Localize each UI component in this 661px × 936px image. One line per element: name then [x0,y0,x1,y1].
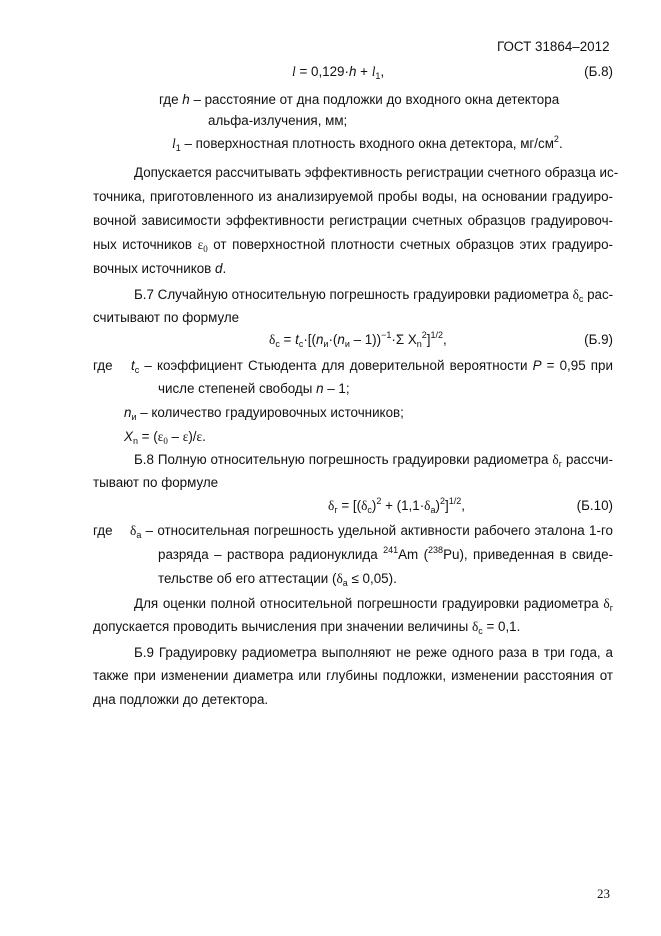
where-label-b9: где [93,358,113,373]
para1-line3: вочной зависимости эффективности регистрации счетных образцов градуировоч- [93,213,613,228]
where-h-line-2: альфа-излучения, мм; [208,113,348,128]
para-b9-line1: Б.9 Градуировку радиометра выполняют не реже одного раза в три года, а [134,645,613,660]
para-b7-line2: считывают по формуле [93,310,240,325]
where-h-line: где h – расстояние от дна подложки до входного окна детектора [159,92,560,107]
document-header: ГОСТ 31864–2012 [497,39,610,54]
para1-line4: ных источников $\varepsilon_0$ от поверхностной плотности счетных образцов этих градуиро- [93,237,614,254]
para-eval-line1: Для оценки полной относительной погрешности градуировки радиометра $\delta_г$ [134,596,613,613]
page-number: 23 [597,886,610,901]
para-b7-line1: Б.7 Случайную относительную погрешность градуировки радиометра $\delta_с$ рас- [134,287,614,304]
para-b9-line3: дна подложки до детектора. [93,692,269,707]
where-t-line-2: числе степеней свободы n – 1; [158,381,350,396]
where-n-line: $n_и$ – количество градуировочных источников; [124,405,404,422]
para-b8-line1: Б.8 Полную относительную погрешность градуировки радиометра $\delta_г$ рассчи- [134,452,613,469]
para1-line5: вочных источников d. [93,261,227,276]
equation-number-b9: (Б.9) [584,332,613,347]
formula-b10: $\delta_г = [(\delta_с)^2 + (1,1\cdot\delta_а)^2]^{1/2}$, [328,496,465,515]
where-t-line: $t_с$ – коэффициент Стьюдента для доверительной вероятности P = 0,95 при [131,358,613,375]
where-delta-a-line-2: разряда – раствора радионуклида $^{241}$Am ($^{238}$Pu), приведенная в свиде- [158,545,614,562]
where-label-b10: где [93,523,113,538]
para-b9-line2: также при изменении диаметра или глубины подложки, изменении расстояния от [93,668,613,683]
para1-line2: точника, приготовленного из анализируемой пробы воды, на основании градуиро- [93,189,613,204]
var-l: l [292,64,296,79]
para1-line1: Допускается рассчитывать эффективность регистрации счетного образца ис- [134,165,619,180]
para-eval-line2: допускается проводить вычисления при значении величины $\delta_с = 0,1$. [93,619,521,636]
para-b8-line2: тывают по формуле [93,475,219,490]
where-x-line: $X_n = (\varepsilon_0 - \varepsilon)/\varepsilon$. [124,429,206,446]
equation-number-b10: (Б.10) [576,498,613,513]
formula-b8: $l = 0,129\cdot h + l_1$, [292,64,385,81]
where-delta-a-line: $\delta_а$ – относительная погрешность удельной активности рабочего эталона 1-го [130,523,613,540]
formula-b9: $\delta_с = t_с\cdot[(n_и\cdot(n_и - 1))^{-1}\cdot\Sigma$ $X_n^2]^{1/2}$, [269,330,447,349]
where-delta-a-line-3: тельстве об его аттестации $(\delta_а \le 0,05)$. [158,571,397,588]
where-l1-line: $l_1$ – поверхностная плотность входного окна детектора, $мг/см^2$. [172,134,563,153]
equation-number-b8: (Б.8) [584,64,613,79]
